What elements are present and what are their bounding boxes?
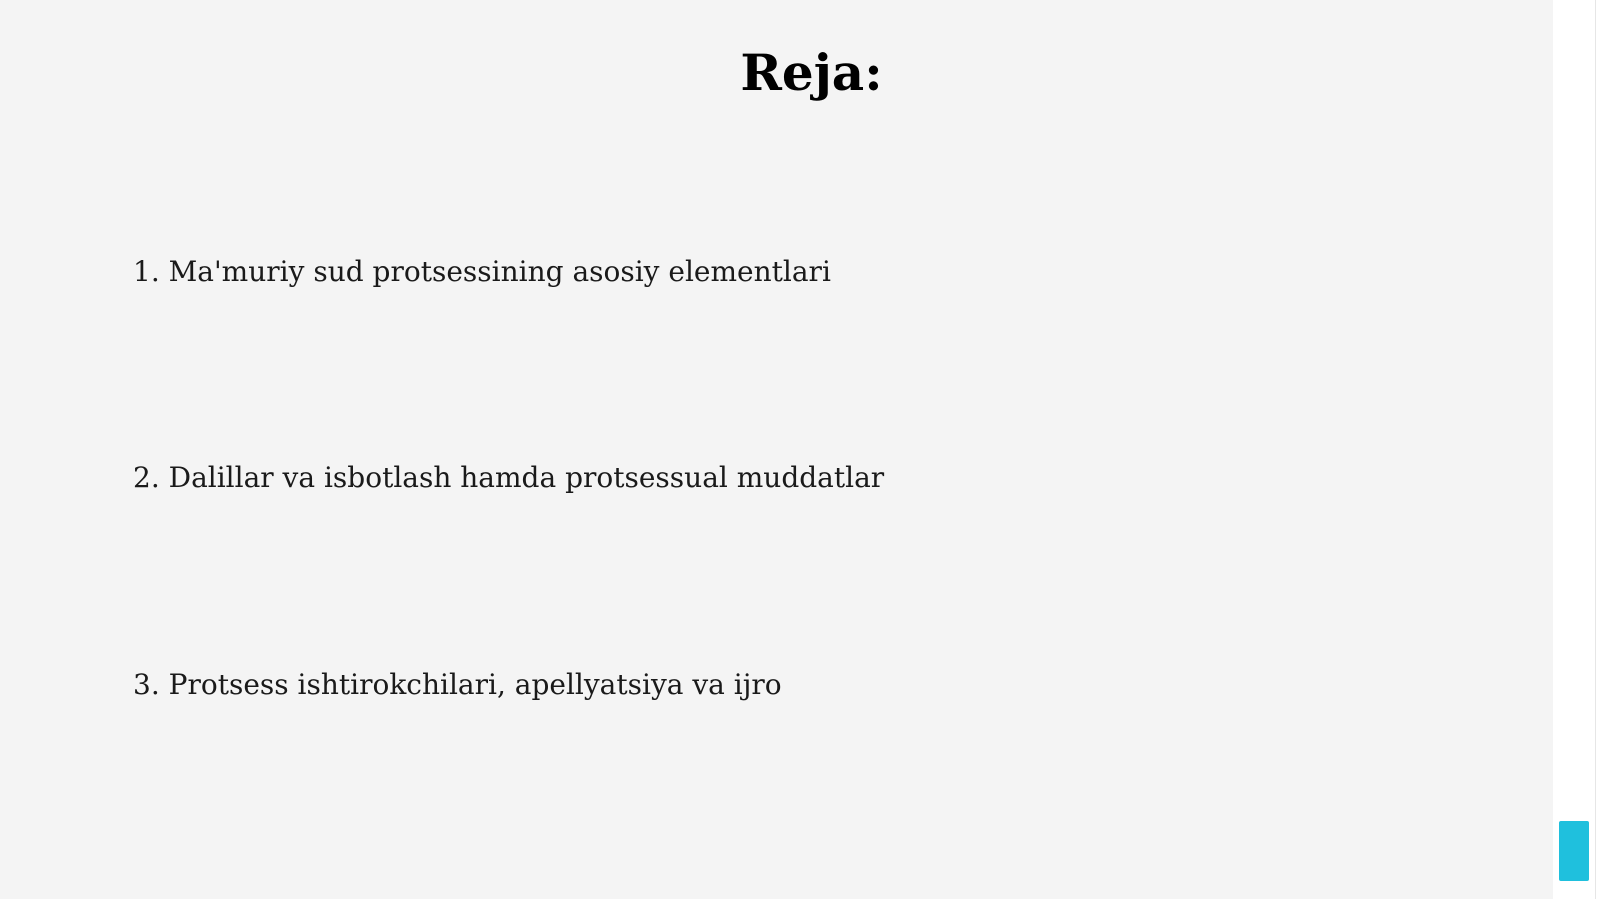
window-edge — [1595, 0, 1596, 899]
slide-title: Reja: — [740, 43, 883, 102]
plan-item-2: 2. Dalillar va isbotlash hamda protsessual muddatlar — [133, 461, 885, 494]
plan-item-1: 1. Ma'muriy sud protsessining asosiy elementlari — [133, 255, 831, 288]
side-panel — [1553, 0, 1600, 899]
scrollbar-thumb[interactable] — [1559, 821, 1589, 881]
plan-item-3: 3. Protsess ishtirokchilari, apellyatsiya va ijro — [133, 668, 782, 701]
